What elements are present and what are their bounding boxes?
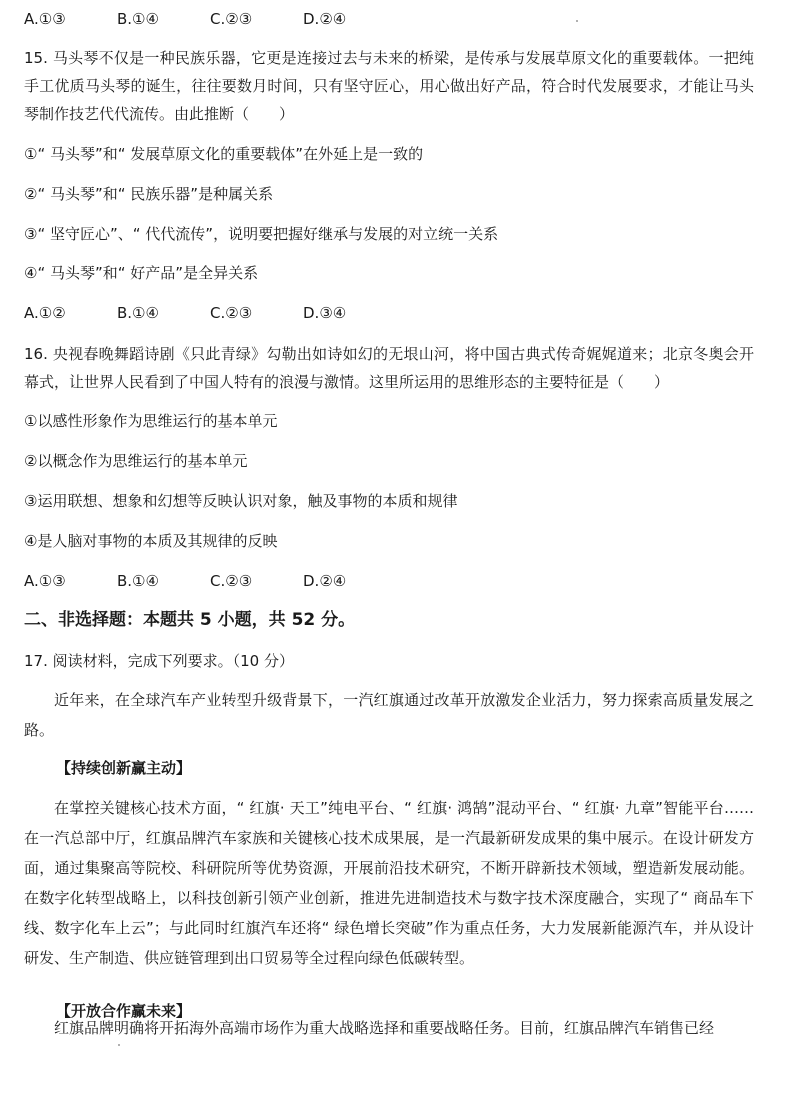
q15-statement-3: ③“ 坚守匠心”、“ 代代流传”，说明要把握好继承与发展的对立统一关系 xyxy=(24,225,499,243)
scan-speck xyxy=(576,20,578,22)
q16-stem: 16. 央视春晚舞蹈诗剧《只此青绿》勾勒出如诗如幻的无垠山河，将中国古典式传奇娓娓道来；北京冬奥会开幕式，让世界人民看到了中国人特有的浪漫与激情。这里所运用的思维形态的主要特征是（ ） xyxy=(24,345,754,391)
q17-heading-innovation: 【持续创新赢主动】 xyxy=(56,759,192,777)
section-2-title: 二、非选择题：本题共 5 小题，共 52 分。 xyxy=(24,610,356,630)
q15-stem: 15. 马头琴不仅是一种民族乐器，它更是连接过去与未来的桥梁，是传承与发展草原文化的重要载体。一把纯手工优质马头琴的诞生，往往要数月时间，只有坚守匠心，用心做出好产品，符合时代发展要求，才能让马头琴制作技艺代代流传。由此推断（ ） xyxy=(24,49,754,123)
q16-statement-2: ②以概念作为思维运行的基本单元 xyxy=(24,452,248,470)
q14-option-d: D.②④ xyxy=(303,10,347,28)
q17-heading-cooperation: 【开放合作赢未来】 xyxy=(56,1002,192,1020)
q15-option-a: A.①② xyxy=(24,304,66,322)
q16-option-c: C.②③ xyxy=(210,572,253,590)
q17-intro: 近年来，在全球汽车产业转型升级背景下，一汽红旗通过改革开放激发企业活力，努力探索高质量发展之路。 xyxy=(24,691,754,739)
q17-title: 17. 阅读材料，完成下列要求。（10 分） xyxy=(24,652,294,670)
q14-option-a: A.①③ xyxy=(24,10,66,28)
q15-option-c: C.②③ xyxy=(210,304,253,322)
q15-option-b: B.①④ xyxy=(117,304,159,322)
q16-options xyxy=(24,570,396,592)
q17-paragraph-innovation: 在掌控关键核心技术方面，“ 红旗· 天工”纯电平台、“ 红旗· 鸿鹄”混动平台、“ 红旗· 九章”智能平台……在一汽总部中厅，红旗品牌汽车家族和关键核心技术成果展，是一汽最新研发成果的集中展示。在设计研发方面，通过集聚高等院校、科研院所等优势资源，开展前沿技术研究，不断开辟新技术领域，塑造新发展动能。在数字化转型战略上，以科技创新引领产业创新，推进先进制造技术与数字技术深度融合，实现了“ 商品车下线、数字化车上云”；与此同时红旗汽车还将“ 绿色增长突破”作为重点任务，大力发展新能源汽车，并从设计研发、生产制造、供应链管理到出口贸易等全过程向绿色低碳转型。 xyxy=(24,799,754,967)
q16-option-b: B.①④ xyxy=(117,572,159,590)
q16-statement-4: ④是人脑对事物的本质及其规律的反映 xyxy=(24,532,278,550)
q15-statement-1: ①“ 马头琴”和“ 发展草原文化的重要载体”在外延上是一致的 xyxy=(24,145,424,163)
q15-options xyxy=(24,302,396,324)
q14-option-b: B.①④ xyxy=(117,10,159,28)
q16-statement-3: ③运用联想、想象和幻想等反映认识对象，触及事物的本质和规律 xyxy=(24,492,458,510)
q16-option-d: D.②④ xyxy=(303,572,347,590)
q17-paragraph-cooperation: 红旗品牌明确将开拓海外高端市场作为重大战略选择和重要战略任务。目前，红旗品牌汽车销售已经 xyxy=(54,1019,715,1037)
q15-option-d: D.③④ xyxy=(303,304,347,322)
q14-options xyxy=(24,8,396,30)
q16-option-a: A.①③ xyxy=(24,572,66,590)
q14-option-c: C.②③ xyxy=(210,10,253,28)
q16-statement-1: ①以感性形象作为思维运行的基本单元 xyxy=(24,412,278,430)
q15-statement-4: ④“ 马头琴”和“ 好产品”是全异关系 xyxy=(24,264,259,282)
scan-speck xyxy=(118,1044,120,1046)
q15-statement-2: ②“ 马头琴”和“ 民族乐器”是种属关系 xyxy=(24,185,274,203)
